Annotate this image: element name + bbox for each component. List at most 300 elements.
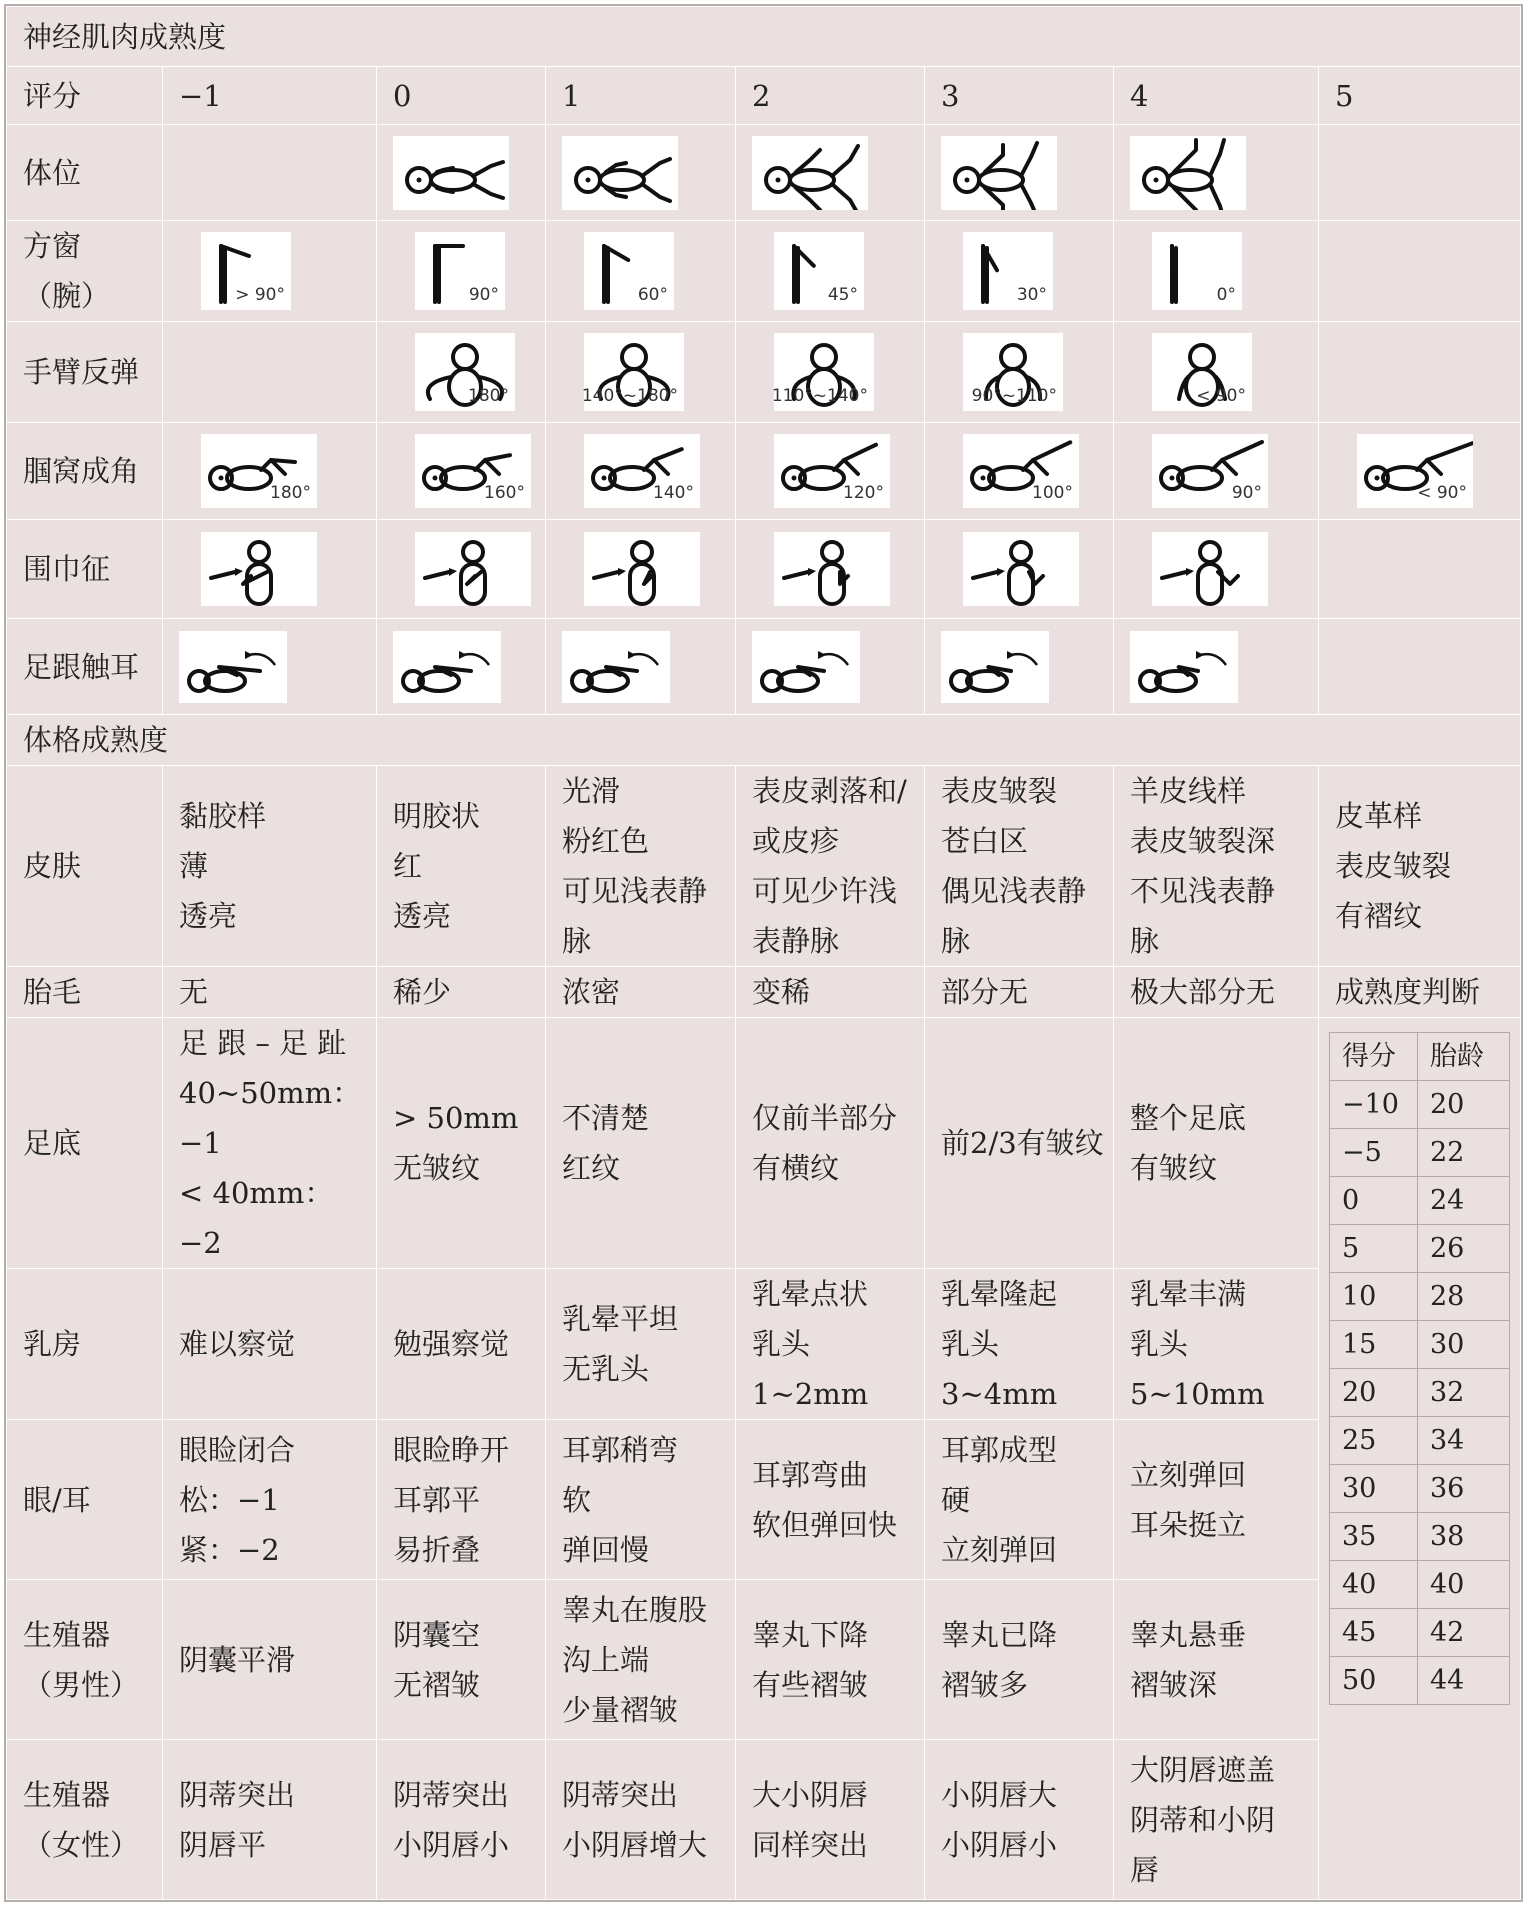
cell-text-line: 乳晕隆起: [941, 1277, 1058, 1311]
row-label: 腘窝成角: [7, 423, 163, 520]
cell-text-line: 有皱纹: [1130, 1151, 1218, 1185]
cell-text-line: 脉: [562, 924, 592, 958]
maturity-table: [1329, 1032, 1510, 1705]
heel-to-ear-figure: [1130, 631, 1238, 703]
maturity-row: [1330, 1369, 1510, 1417]
physical-row-genital-male: [7, 1580, 1521, 1740]
section-title-neuromuscular: 神经肌肉成熟度: [7, 7, 1521, 67]
cell-text-line: 唇: [1130, 1852, 1160, 1887]
neuro-cell: [546, 520, 736, 619]
row-label: 足跟触耳: [7, 619, 163, 715]
cell-text-line: 睾丸悬垂: [1130, 1617, 1247, 1652]
physical-cell: [925, 1420, 1114, 1580]
cell-text-line: 小阴唇增大: [562, 1827, 708, 1862]
square-window-figure: [201, 232, 291, 310]
cell-text-line: 沟上端: [562, 1642, 650, 1677]
maturity-score: 40: [1330, 1561, 1418, 1609]
cell-text-line: 阴囊空: [393, 1617, 481, 1652]
row-label: 体位: [7, 125, 163, 221]
row-label-line: （男性）: [23, 1667, 140, 1702]
neuro-cell: [163, 520, 377, 619]
neuro-cell: [163, 221, 377, 322]
heel-to-ear-figure: [179, 631, 287, 703]
cell-text-line: 无皱纹: [393, 1151, 481, 1185]
physical-cell: 部分无: [925, 967, 1114, 1018]
neuro-cell: [546, 619, 736, 715]
neuro-cell: [163, 322, 377, 423]
row-label: 胎毛: [7, 967, 163, 1018]
angle-label: 160°: [484, 483, 525, 503]
row-label: [7, 221, 163, 322]
neuro-cell: [925, 619, 1114, 715]
neuro-cell: [925, 520, 1114, 619]
maturity-row: [1330, 1129, 1510, 1177]
cell-text-line: 耳郭平: [393, 1482, 481, 1517]
maturity-score: 45: [1330, 1609, 1418, 1657]
cell-text-line: 易折叠: [393, 1532, 481, 1567]
maturity-weeks: 32: [1418, 1369, 1510, 1417]
physical-cell: [736, 1269, 925, 1420]
cell-text-line: 表静脉: [752, 924, 840, 958]
maturity-score: 5: [1330, 1225, 1418, 1273]
cell-text-line: 同样突出: [752, 1827, 869, 1862]
physical-cell: [1114, 1420, 1319, 1580]
scarf-sign-icon: [1152, 532, 1268, 606]
cell-text-line: 透亮: [393, 899, 452, 933]
physical-cell: [546, 1420, 736, 1580]
neuro-cell: [736, 125, 925, 221]
heel-to-ear-icon: [1130, 631, 1238, 703]
cell-text-line: 不见浅表静: [1130, 874, 1276, 908]
cell-text-line: 乳晕平坦: [562, 1302, 679, 1336]
cell-text-line: 乳晕点状: [752, 1277, 869, 1311]
square-window-figure: [1152, 232, 1242, 310]
maturity-weeks: 22: [1418, 1129, 1510, 1177]
cell-text-line: 表皮皱裂: [941, 774, 1058, 808]
cell-text-line: 难以察觉: [179, 1327, 296, 1361]
neuro-row-scarf-sign: [7, 520, 1521, 619]
physical-cell: [736, 1740, 925, 1900]
neuro-cell: [377, 322, 546, 423]
neuro-cell: [546, 322, 736, 423]
posture-icon: [1130, 136, 1246, 210]
cell-text-line: 足 跟 – 足 趾: [179, 1026, 347, 1060]
maturity-row: [1330, 1273, 1510, 1321]
row-label: 乳房: [7, 1269, 163, 1420]
square-window-figure: [584, 232, 674, 310]
neuro-cell: [736, 221, 925, 322]
posture-figure: [941, 136, 1057, 210]
scarf-sign-figure: [584, 532, 700, 606]
cell-text-line: 乳头5~10mm: [1130, 1327, 1265, 1411]
popliteal-angle-figure: [584, 434, 700, 508]
physical-cell: 稀少: [377, 967, 546, 1018]
neuro-cell: [163, 619, 377, 715]
cell-text-line: 弹回慢: [562, 1532, 650, 1567]
physical-cell: [736, 766, 925, 967]
neuro-cell: [546, 423, 736, 520]
angle-label: 110°~140°: [771, 386, 868, 406]
neuro-row-posture: [7, 125, 1521, 221]
neuro-cell: [163, 125, 377, 221]
cell-text-line: 红: [393, 849, 423, 883]
physical-row-skin: [7, 766, 1521, 967]
physical-cell: [163, 1018, 377, 1269]
maturity-title: 成熟度判断: [1319, 967, 1521, 1018]
row-label: 足底: [7, 1018, 163, 1269]
cell-text-line: 硬: [941, 1482, 971, 1517]
neuro-cell: [1319, 619, 1521, 715]
cell-text-line: 无乳头: [562, 1352, 650, 1386]
cell-text-line: 无褶皱: [393, 1667, 481, 1702]
physical-cell: [1114, 1018, 1319, 1269]
physical-cell: [163, 1740, 377, 1900]
cell-text-line: < 40mm：−2: [179, 1176, 334, 1260]
heel-to-ear-figure: [393, 631, 501, 703]
maturity-row: [1330, 1417, 1510, 1465]
cell-text-line: 苍白区: [941, 824, 1029, 858]
arm-recoil-figure: [963, 333, 1063, 411]
neuro-cell: [925, 221, 1114, 322]
posture-icon: [562, 136, 678, 210]
maturity-weeks: 28: [1418, 1273, 1510, 1321]
neuro-cell: [377, 520, 546, 619]
cell-text-line: 脉: [1130, 924, 1160, 958]
physical-cell: [1114, 1269, 1319, 1420]
neuro-cell: [736, 423, 925, 520]
angle-label: 0°: [1216, 285, 1236, 305]
arm-recoil-figure: [1152, 333, 1252, 411]
angle-label: > 90°: [235, 285, 285, 305]
heel-to-ear-icon: [941, 631, 1049, 703]
maturity-header: 胎龄: [1418, 1033, 1510, 1081]
neuro-cell: [1114, 520, 1319, 619]
heel-to-ear-icon: [752, 631, 860, 703]
posture-icon: [941, 136, 1057, 210]
cell-text-line: 耳郭成型: [941, 1432, 1058, 1467]
cell-text-line: 乳晕丰满: [1130, 1277, 1247, 1311]
cell-text-line: 睾丸在腹股: [562, 1592, 708, 1627]
cell-text-line: 表皮皱裂深: [1130, 824, 1276, 858]
cell-text-line: 耳朵挺立: [1130, 1507, 1247, 1542]
angle-label: 100°: [1032, 483, 1073, 503]
maturity-row: [1330, 1321, 1510, 1369]
cell-text-line: 表皮皱裂: [1335, 849, 1452, 883]
angle-label: < 90°: [1417, 483, 1467, 503]
neuro-row-popliteal-angle: [7, 423, 1521, 520]
cell-text-line: 羊皮线样: [1130, 774, 1247, 808]
arm-recoil-figure: [771, 333, 874, 411]
cell-text-line: 乳头1~2mm: [752, 1327, 869, 1411]
physical-cell: [1114, 766, 1319, 967]
scarf-sign-figure: [1152, 532, 1268, 606]
maturity-row: [1330, 1609, 1510, 1657]
physical-cell: [546, 1740, 736, 1900]
cell-text-line: 睾丸下降: [752, 1617, 869, 1652]
cell-text-line: 红纹: [562, 1151, 621, 1185]
physical-cell: [736, 1580, 925, 1740]
neuro-row-square-window: [7, 221, 1521, 322]
row-label: 皮肤: [7, 766, 163, 967]
neuro-cell: [1114, 125, 1319, 221]
physical-cell: [925, 1269, 1114, 1420]
cell-text-line: 阴囊平滑: [179, 1642, 296, 1677]
ballard-score-table: [6, 6, 1521, 1900]
popliteal-angle-figure: [774, 434, 890, 508]
maturity-weeks: 40: [1418, 1561, 1510, 1609]
maturity-row: [1330, 1081, 1510, 1129]
cell-text-line: 明胶状: [393, 799, 481, 833]
heel-to-ear-icon: [562, 631, 670, 703]
cell-text-line: 少量褶皱: [562, 1692, 679, 1727]
physical-cell: [377, 1269, 546, 1420]
popliteal-angle-figure: [1357, 434, 1473, 508]
neuro-row-arm-recoil: [7, 322, 1521, 423]
maturity-score: 0: [1330, 1177, 1418, 1225]
cell-text-line: 勉强察觉: [393, 1327, 510, 1361]
physical-cell: [736, 1018, 925, 1269]
scarf-sign-figure: [963, 532, 1079, 606]
maturity-weeks: 36: [1418, 1465, 1510, 1513]
cell-text-line: 脉: [941, 924, 971, 958]
arm-recoil-figure: [581, 333, 684, 411]
popliteal-angle-figure: [415, 434, 531, 508]
neuro-cell: [1114, 423, 1319, 520]
cell-text-line: 阴唇平: [179, 1827, 267, 1862]
cell-text-line: 阴蒂和小阴: [1130, 1802, 1276, 1837]
maturity-weeks: 20: [1418, 1081, 1510, 1129]
neuro-cell: [925, 125, 1114, 221]
angle-label: 140°: [653, 483, 694, 503]
physical-row-plantar: [7, 1018, 1521, 1269]
cell-text-line: 或皮疹: [752, 824, 840, 858]
maturity-score: 10: [1330, 1273, 1418, 1321]
neuro-cell: [1319, 125, 1521, 221]
scarf-sign-figure: [774, 532, 890, 606]
angle-label: 30°: [1016, 285, 1047, 305]
cell-text-line: 阴蒂突出: [562, 1777, 679, 1812]
maturity-weeks: 38: [1418, 1513, 1510, 1561]
maturity-weeks: 44: [1418, 1657, 1510, 1705]
physical-cell: [377, 1580, 546, 1740]
cell-text-line: 眼睑闭合: [179, 1432, 296, 1467]
maturity-score: 20: [1330, 1369, 1418, 1417]
maturity-row: [1330, 1561, 1510, 1609]
maturity-weeks: 26: [1418, 1225, 1510, 1273]
cell-text-line: 粉红色: [562, 824, 650, 858]
cell-text-line: 有褶纹: [1335, 899, 1423, 933]
angle-label: 120°: [843, 483, 884, 503]
physical-cell: [925, 1018, 1114, 1269]
cell-text-line: 小阴唇小: [393, 1827, 510, 1862]
arm-recoil-figure: [415, 333, 515, 411]
cell-text-line: 透亮: [179, 899, 238, 933]
neuro-cell: [925, 322, 1114, 423]
scarf-sign-icon: [963, 532, 1079, 606]
row-label-line: 生殖器: [23, 1617, 111, 1652]
angle-label: 60°: [637, 285, 668, 305]
physical-row-breast: [7, 1269, 1521, 1420]
score-label: 评分: [7, 67, 163, 125]
square-window-figure: [774, 232, 864, 310]
neuro-cell: [1319, 322, 1521, 423]
neuro-cell: [736, 322, 925, 423]
physical-cell: [377, 1740, 546, 1900]
neuro-cell: [377, 423, 546, 520]
neuro-cell: [1319, 221, 1521, 322]
angle-label: 180°: [468, 386, 509, 406]
score-col-header: −1: [163, 67, 377, 125]
posture-figure: [562, 136, 678, 210]
cell-text-line: 大阴唇遮盖: [1130, 1752, 1276, 1787]
maturity-score: 30: [1330, 1465, 1418, 1513]
popliteal-angle-figure: [201, 434, 317, 508]
neuro-cell: [377, 619, 546, 715]
row-label: [7, 1580, 163, 1740]
cell-text-line: 可见浅表静: [562, 874, 708, 908]
row-label-line: （女性）: [23, 1827, 140, 1862]
cell-text-line: 有横纹: [752, 1151, 840, 1185]
heel-to-ear-figure: [941, 631, 1049, 703]
cell-text-line: 乳头3~4mm: [941, 1327, 1058, 1411]
neuro-cell: [377, 221, 546, 322]
physical-cell: [1319, 766, 1521, 967]
score-col-header: 2: [736, 67, 925, 125]
neuro-cell: [546, 125, 736, 221]
scarf-sign-figure: [415, 532, 531, 606]
maturity-row: [1330, 1513, 1510, 1561]
square-window-figure: [963, 232, 1053, 310]
cell-text-line: > 50mm: [393, 1101, 519, 1135]
cell-text-line: 软但弹回快: [752, 1507, 898, 1542]
posture-figure: [1130, 136, 1246, 210]
physical-cell: [1114, 1580, 1319, 1740]
cell-text-line: 前2/3有皱纹: [941, 1126, 1104, 1160]
heel-to-ear-figure: [752, 631, 860, 703]
physical-cell: [1114, 1740, 1319, 1900]
cell-text-line: 小阴唇小: [941, 1827, 1058, 1862]
section-title-physical: 体格成熟度: [7, 715, 1521, 766]
score-col-header: 1: [546, 67, 736, 125]
cell-text-line: 眼睑睁开: [393, 1432, 510, 1467]
cell-text-line: 表皮剥落和/: [752, 774, 907, 808]
row-label: 手臂反弹: [7, 322, 163, 423]
popliteal-angle-figure: [963, 434, 1079, 508]
angle-label: 90°: [468, 285, 499, 305]
neuro-cell: [736, 520, 925, 619]
physical-cell: [546, 766, 736, 967]
physical-cell: [546, 1580, 736, 1740]
cell-text-line: 褶皱多: [941, 1667, 1029, 1702]
angle-label: 90°~110°: [971, 386, 1057, 406]
cell-text-line: 睾丸已降: [941, 1617, 1058, 1652]
maturity-score: 25: [1330, 1417, 1418, 1465]
score-col-header: 0: [377, 67, 546, 125]
physical-cell: [546, 1018, 736, 1269]
cell-text-line: 40~50mm：−1: [179, 1076, 362, 1160]
maturity-header: 得分: [1330, 1033, 1418, 1081]
physical-cell: [736, 1420, 925, 1580]
physical-row-genital-female: [7, 1740, 1521, 1900]
cell-text-line: 阴蒂突出: [393, 1777, 510, 1812]
neuro-cell: [925, 423, 1114, 520]
angle-label: 90°: [1231, 483, 1262, 503]
neuro-cell: [1114, 221, 1319, 322]
score-col-header: 4: [1114, 67, 1319, 125]
cell-text-line: 仅前半部分: [752, 1101, 898, 1135]
cell-text-line: 薄: [179, 849, 209, 883]
maturity-score: −5: [1330, 1129, 1418, 1177]
maturity-row: [1330, 1465, 1510, 1513]
cell-text-line: 立刻弹回: [1130, 1457, 1247, 1492]
cell-text-line: 紧：−2: [179, 1532, 280, 1567]
square-window-figure: [415, 232, 505, 310]
maturity-row: [1330, 1177, 1510, 1225]
maturity-score: 35: [1330, 1513, 1418, 1561]
cell-text-line: 耳郭弯曲: [752, 1457, 869, 1492]
maturity-score: −10: [1330, 1081, 1418, 1129]
physical-cell: 无: [163, 967, 377, 1018]
scarf-sign-icon: [774, 532, 890, 606]
heel-to-ear-figure: [562, 631, 670, 703]
posture-icon: [393, 136, 509, 210]
cell-text-line: 偶见浅表静: [941, 874, 1087, 908]
physical-cell: [163, 1580, 377, 1740]
cell-text-line: 大小阴唇: [752, 1777, 869, 1812]
neuro-cell: [1114, 619, 1319, 715]
heel-to-ear-icon: [393, 631, 501, 703]
cell-text-line: 有些褶皱: [752, 1667, 869, 1702]
maturity-weeks: 34: [1418, 1417, 1510, 1465]
physical-cell: [925, 1580, 1114, 1740]
cell-text-line: 黏胶样: [179, 799, 267, 833]
cell-text-line: 整个足底: [1130, 1101, 1247, 1135]
cell-text-line: 光滑: [562, 774, 621, 808]
cell-text-line: 可见少许浅: [752, 874, 898, 908]
heel-to-ear-icon: [179, 631, 287, 703]
cell-text-line: 松：−1: [179, 1482, 280, 1517]
row-label-line: 方窗: [23, 229, 82, 263]
scarf-sign-icon: [201, 532, 317, 606]
physical-cell: [546, 1269, 736, 1420]
maturity-row: [1330, 1657, 1510, 1705]
cell-text-line: 软: [562, 1482, 592, 1517]
physical-cell: [377, 766, 546, 967]
maturity-weeks: 42: [1418, 1609, 1510, 1657]
score-col-header: 5: [1319, 67, 1521, 125]
physical-cell: [377, 1420, 546, 1580]
posture-figure: [752, 136, 868, 210]
posture-icon: [752, 136, 868, 210]
angle-label: 180°: [270, 483, 311, 503]
physical-cell: [925, 1740, 1114, 1900]
score-header-row: [7, 67, 1521, 125]
neuro-cell: [1319, 520, 1521, 619]
row-label: 眼/耳: [7, 1420, 163, 1580]
popliteal-angle-figure: [1152, 434, 1268, 508]
row-label-line: （腕）: [23, 279, 111, 313]
row-label: [7, 1740, 163, 1900]
maturity-cell: [1319, 1018, 1521, 1900]
cell-text-line: 立刻弹回: [941, 1532, 1058, 1567]
cell-text-line: 小阴唇大: [941, 1777, 1058, 1812]
row-label-line: 生殖器: [23, 1777, 111, 1812]
cell-text-line: 皮革样: [1335, 799, 1423, 833]
maturity-score: 50: [1330, 1657, 1418, 1705]
physical-cell: 极大部分无: [1114, 967, 1319, 1018]
cell-text-line: 耳郭稍弯: [562, 1432, 679, 1467]
cell-text-line: 褶皱深: [1130, 1667, 1218, 1702]
